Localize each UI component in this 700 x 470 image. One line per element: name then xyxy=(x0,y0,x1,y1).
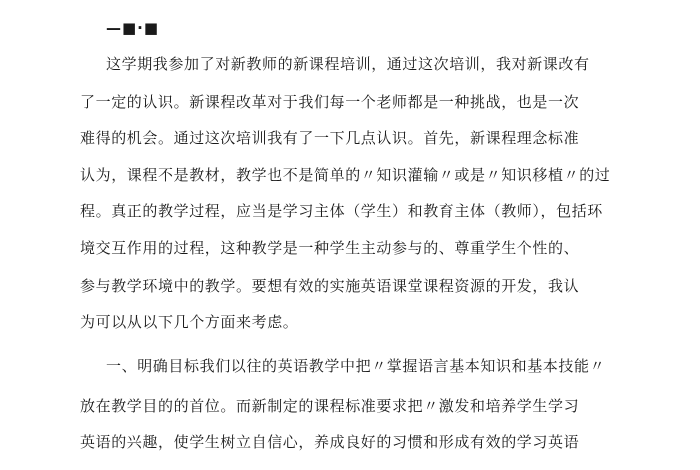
paragraph-line: 参与教学环境中的教学。要想有效的实施英语课堂课程资源的开发，我认 xyxy=(80,277,580,295)
section-header-mark: —■·■ xyxy=(106,19,160,37)
paragraph-line: 了一定的认识。新课程改革对于我们每一个老师都是一种挑战，也是一次 xyxy=(80,93,580,111)
paragraph-line: 这学期我参加了对新教师的新课程培训，通过这次培训，我对新课改有 xyxy=(106,55,590,73)
paragraph-line: 境交互作用的过程，这种教学是一种学生主动参与的、尊重学生个性的、 xyxy=(80,239,580,257)
paragraph-line: 认为，课程不是教材，教学也不是简单的〃知识灌输〃或是〃知识移植〃的过 xyxy=(80,166,611,184)
paragraph-line: 为可以从以下几个方面来考虑。 xyxy=(80,313,299,331)
paragraph-line: 放在教学目的的首位。而新制定的课程标准要求把〃激发和培养学生学习 xyxy=(80,397,580,415)
paragraph-line: 一、明确目标我们以往的英语教学中把〃掌握语言基本知识和基本技能〃 xyxy=(106,357,606,375)
paragraph-line: 难得的机会。通过这次培训我有了一下几点认识。首先，新课程理念标准 xyxy=(80,129,580,147)
paragraph-line: 英语的兴趣，使学生树立自信心，养成良好的习惯和形成有效的学习英语 xyxy=(80,433,580,451)
paragraph-line: 程。真正的教学过程，应当是学习主体（学生）和教育主体（教师），包括环 xyxy=(80,202,603,220)
